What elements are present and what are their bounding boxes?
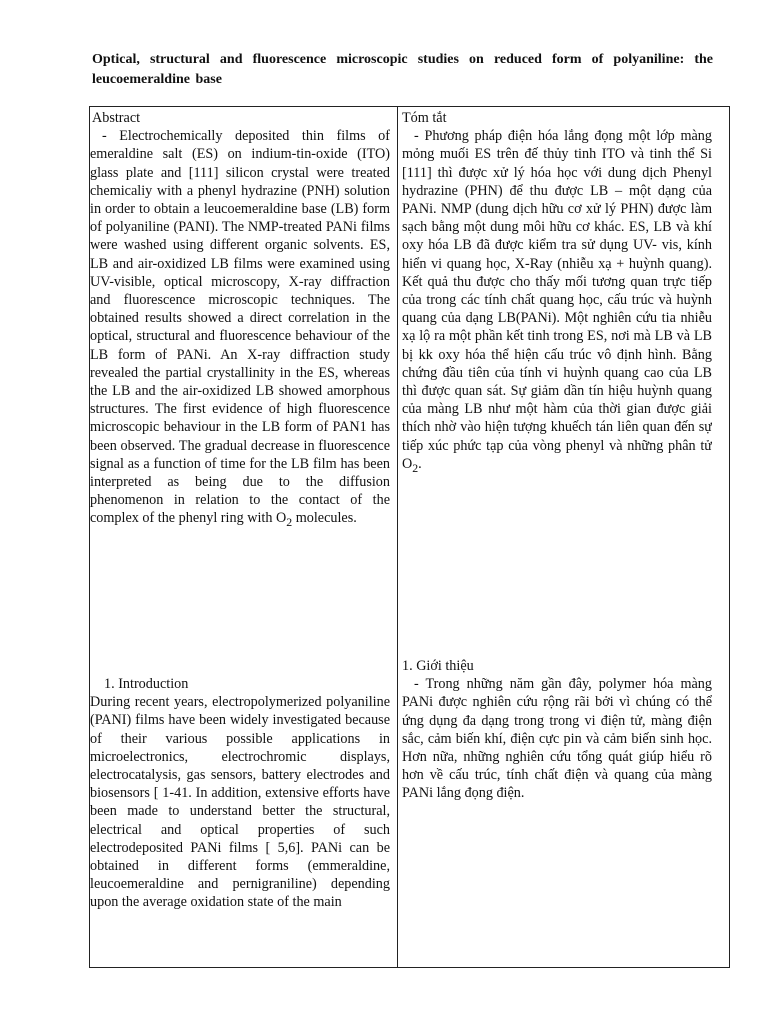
english-column [90,107,390,967]
bilingual-table [89,106,730,968]
column-divider [397,107,398,967]
english-abstract-heading: Abstract [92,110,141,126]
english-introduction-section [90,675,390,912]
vietnamese-introduction-section [402,657,712,803]
vietnamese-abstract-heading: Tóm tắt [402,110,447,126]
vietnamese-introduction-text: - Trong những năm gần đây, polymer hóa màng PANi được nghiên cứu rộng rãi bởi vì chúng có thể ứng dụng đa dạng trong trong vi điện tử, màng điện sắc, cảm biến khí, điện cực pin và cảm biến sinh học. Hơn nữa, những nghiên cứu tổng quát giúp hiểu rõ hơn về cấu trúc, tính chất điện và quang của màng PANi lắng đọng điện. [402,676,712,802]
english-abstract-text: - Electrochemically deposited thin films of emeraldine salt (ES) on indium-tin-oxide (ITO) glass plate and [111] silicon crystal were treated chemicaliy with a phenyl hydrazine (PNH) solution in order to obtain a leucoemeraldine base (LB) form of polyaniline (PANI). The NMP-treated PANi films were washed using different organic solvents. ES, LB and air-oxidized LB films were examined using UV-visible, optical microscopy, X-ray diffraction and fluorescence microscopic techniques. The obtained results showed a direct correlation in the optical, structural and fluorescence behaviour of the LB form of PANi. An X-ray diffraction study revealed the partial crystallinity in the ES, whereas the LB and the air-oxidized LB showed amorphous structures. The first evidence of high fluorescence microscopic behaviour in the LB form of PAN1 has been observed. The gradual decrease in fluorescence signal as a function of time for the LB film has been interpreted as being due to the diffusion phenomenon in relation to the contact of the complex of the phenyl ring with $O_2$ molecules. [90,128,390,530]
vietnamese-abstract-text: - Phương pháp điện hóa lắng đọng một lớp màng mỏng muối ES trên đế thủy tinh ITO và tinh thể Si [111] thì được xử lý hóa học với dung dịch Phenyl hydrazine (PHN) để thu được LB – một dạng của PANi. NMP (dung dịch hữu cơ xử lý PHN) được làm sạch bằng một dung môi hữu cơ khác. ES, LB và khí oxy hóa LB đã được kiểm tra sử dụng UV- vis, kính hiển vi quang học, X-Ray (nhiễu xạ + huỳnh quang). Kết quả thu được cho thấy mối tương quan trực tiếp của trong các tính chất quang học, cấu trúc và huỳnh quang của dạng LB(PANi). Một nghiên cứu tia nhiễu xạ lộ ra một phần kết tinh trong ES, nơi mà LB và LB bị kk oxy hóa thể hiện cấu trúc vô định hình. Bằng chứng đầu tiên của tính vi huỳnh quang cao của LB thì được quan sát. Sự giảm dần tín hiệu huỳnh quang của màng LB như một hàm của thời gian được giải thích nhờ vào hiện tượng khuếch tán liên quan đến sự tiếp xúc phức tạp của vòng phenyl và những phân tử $O_2$. [402,128,712,475]
vietnamese-introduction-heading: 1. Giới thiệu [402,658,474,674]
english-introduction-heading: 1. Introduction [104,676,189,692]
document-title: Optical, structural and fluorescence microscopic studies on reduced form of polyaniline: the leucoemeraldine base [92,52,713,87]
vietnamese-column [402,107,712,967]
vietnamese-abstract-section [402,109,712,477]
english-abstract-section [90,109,390,532]
english-introduction-text: During recent years, electropolymerized polyaniline (PANI) films have been widely investigated because of their various possible applications in microelectronics, electrochromic displays, electrocatalysis, gas sensors, battery electrodes and biosensors [ 1-41. In addition, extensive efforts have been made to understand better the structural, electrical and optical properties of such electrodeposited PANi films [ 5,6]. PANi can be obtained in different forms (emmeraldine, leucoemeraldine and pernigraniline) depending upon the average oxidation state of the main [90,694,390,911]
